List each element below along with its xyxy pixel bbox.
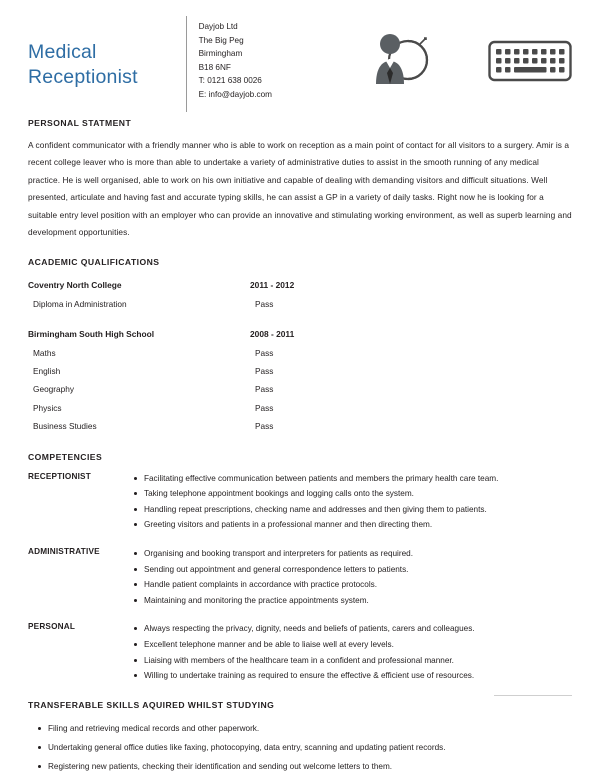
education-school-row bbox=[28, 325, 572, 343]
education-school-dates: 2008 - 2011 bbox=[250, 329, 295, 340]
contact-email: E: info@dayjob.com bbox=[198, 89, 272, 99]
competency-list bbox=[124, 471, 572, 533]
competency-group-label: PERSONAL bbox=[28, 622, 76, 632]
section-heading-transferable-skills: TRANSFERABLE SKILLS AQUIRED WHILST STUDYING bbox=[28, 699, 275, 710]
competency-group-label: ADMINISTRATIVE bbox=[28, 547, 100, 557]
education-subject: Diploma in Administration bbox=[33, 298, 127, 309]
education-row bbox=[28, 380, 572, 398]
education-row bbox=[28, 362, 572, 380]
education-subject: Maths bbox=[33, 347, 56, 358]
list-item: Handling repeat prescriptions, checking name and addresses and then giving them to patients. bbox=[134, 502, 572, 518]
education-school-name: Birmingham South High School bbox=[28, 329, 155, 340]
competency-list bbox=[124, 546, 572, 608]
list-item: Organising and booking transport and interpreters for patients as required. bbox=[134, 546, 572, 562]
education-result: Pass bbox=[255, 366, 274, 377]
footer-divider bbox=[494, 695, 572, 696]
page-title bbox=[28, 14, 186, 90]
education-row bbox=[28, 399, 572, 417]
competency-group-personal bbox=[28, 621, 572, 683]
competency-group-label: RECEPTIONIST bbox=[28, 471, 91, 481]
list-item: Facilitating effective communication between patients and members the primary health care team. bbox=[134, 471, 572, 487]
contact-city: Birmingham bbox=[198, 49, 243, 59]
list-item: Greeting visitors and patients in a professional manner and then directing them. bbox=[134, 517, 572, 533]
education-result: Pass bbox=[255, 421, 274, 432]
education-subject: English bbox=[33, 366, 61, 377]
title-line-1: Medical bbox=[28, 41, 97, 63]
list-item: Always respecting the privacy, dignity, needs and beliefs of patients, carers and colleagues. bbox=[134, 621, 572, 637]
resume-header bbox=[0, 0, 600, 110]
education-result: Pass bbox=[255, 384, 274, 395]
list-item: Registering new patients, checking their identification and sending out welcome letters to them. bbox=[38, 757, 572, 776]
list-item: Willing to undertake training as required to ensure the effective & efficient use of resources. bbox=[134, 668, 572, 684]
section-heading-academic: ACADEMIC QUALIFICATIONS bbox=[28, 257, 160, 268]
competency-group-receptionist bbox=[28, 471, 572, 533]
contact-street: The Big Peg bbox=[198, 35, 244, 45]
education-row bbox=[28, 344, 572, 362]
person-with-tie-icon bbox=[360, 30, 436, 92]
section-heading-competencies: COMPETENCIES bbox=[28, 451, 103, 462]
education-block-1 bbox=[28, 276, 572, 313]
contact-postcode: B18 6NF bbox=[198, 62, 231, 72]
education-row bbox=[28, 295, 572, 313]
contact-company: Dayjob Ltd bbox=[198, 22, 238, 31]
education-subject: Physics bbox=[33, 402, 62, 413]
education-school-dates: 2011 - 2012 bbox=[250, 280, 295, 291]
education-school-row bbox=[28, 276, 572, 294]
education-result: Pass bbox=[255, 402, 274, 413]
education-subject: Geography bbox=[33, 384, 75, 395]
list-item: Sending out appointment and general correspondence letters to patients. bbox=[134, 562, 572, 578]
personal-statement-text: A confident communicator with a friendly manner who is able to work on reception as a main point of contact for all visitors to a surgery. Amir is a recent college leaver who is more than able to undertake a variety of administrative duties to assist in the smooth running of any medical practice. He is well organised, able to work on his own initiative and capable of dealing with demanding visitors and difficult situations. Well presented, articulate and having fast and accurate typing skills, he can assist a GP in a variety of daily tasks. Right now he is looking for a suitable entry level position with an employer who can provide an innovative and stimulating working environment, as well as superb learning and development opportunities. bbox=[28, 140, 572, 238]
header-graphics bbox=[336, 14, 572, 92]
education-row bbox=[28, 417, 572, 435]
transferable-skills-list bbox=[28, 719, 572, 776]
list-item: Excellent telephone manner and be able to liaise well at every levels. bbox=[134, 637, 572, 653]
contact-phone: T: 0121 638 0026 bbox=[198, 76, 262, 86]
education-block-2 bbox=[28, 325, 572, 435]
education-result: Pass bbox=[255, 347, 274, 358]
list-item: Handle patient complaints in accordance with practice protocols. bbox=[134, 577, 572, 593]
list-item: Taking telephone appointment bookings and logging calls onto the system. bbox=[134, 486, 572, 502]
resume-body bbox=[0, 118, 600, 776]
education-result: Pass bbox=[255, 298, 274, 309]
competency-group-administrative bbox=[28, 546, 572, 608]
education-subject: Business Studies bbox=[33, 421, 97, 432]
list-item: Filing and retrieving medical records and other paperwork. bbox=[38, 719, 572, 738]
education-school-name: Coventry North College bbox=[28, 280, 122, 291]
section-heading-personal-statement: PERSONAL STATMENT bbox=[28, 118, 132, 128]
contact-block bbox=[186, 16, 336, 112]
title-line-2: Receptionist bbox=[28, 66, 138, 88]
keyboard-icon bbox=[488, 38, 572, 84]
competency-list bbox=[124, 621, 572, 683]
list-item: Maintaining and monitoring the practice appointments system. bbox=[134, 593, 572, 609]
list-item: Undertaking general office duties like faxing, photocopying, data entry, scanning and updating patient records. bbox=[38, 738, 572, 757]
list-item: Liaising with members of the healthcare team in a confident and professional manner. bbox=[134, 653, 572, 669]
